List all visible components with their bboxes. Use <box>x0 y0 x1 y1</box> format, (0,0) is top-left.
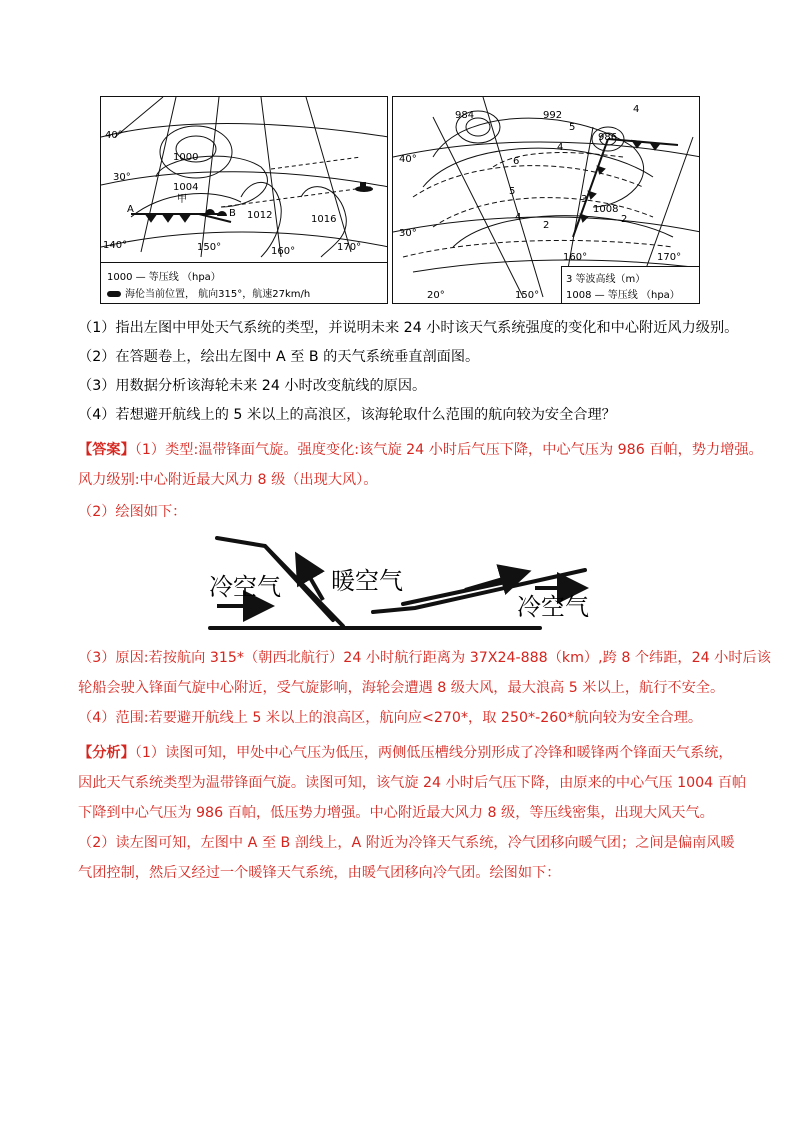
analysis-line-2: 因此天气系统类型为温带锋面气旋。读图可知，该气旋 24 小时后气压下降，由原来的中心气压 1004 百帕 <box>78 775 747 791</box>
point-b: B <box>229 208 236 219</box>
question-1: （1）指出左图中甲处天气系统的类型，并说明未来 24 小时该天气系统强度的变化和中心附近风力级别。 <box>78 320 739 336</box>
lon-label: 170° <box>337 242 362 253</box>
wave-label: 5 <box>569 122 576 133</box>
ship-icon <box>107 291 121 297</box>
marker-jia: 甲 <box>177 194 187 205</box>
lat-label: 30° <box>113 172 131 183</box>
analysis-line-5: 气团控制，然后又经过一个暖锋天气系统，由暖气团移向冷气团。绘图如下： <box>78 865 561 881</box>
lon-label: 170° <box>657 252 682 263</box>
wave-label: 3 <box>581 194 588 205</box>
lat-label: 40° <box>399 154 417 165</box>
answer-line-1 <box>78 440 763 460</box>
weather-maps <box>100 96 700 304</box>
question-2: （2）在答题卷上，绘出左图中 A 至 B 的天气系统垂直剖面图。 <box>78 349 480 365</box>
left-map-legend <box>101 262 387 303</box>
pressure-label: 984 <box>455 110 475 121</box>
pressure-label: 992 <box>543 110 563 121</box>
legend-ship <box>107 285 310 300</box>
legend-wave: 3 等波高线（m） <box>566 274 646 285</box>
lat-label: 140° <box>103 240 128 251</box>
lat-label: 40° <box>105 130 123 141</box>
lon-label: 160° <box>271 246 296 257</box>
answer-line-4: （3）原因:若按航向 315*（朝西北航行）24 小时航行距离为 37X24-888（km）,跨 8 个纬距，24 小时后该 <box>78 650 771 666</box>
legend-ship-text: 海伦当前位置， 航向315°，航速27km/h <box>125 289 311 300</box>
answer-text: （1）类型:温带锋面气旋。强度变化:该气旋 24 小时后气压下降，中心气压为 986 百帕，势力增强。 <box>134 442 763 458</box>
right-weather-map <box>392 96 700 304</box>
wave-label: 4 <box>557 142 564 153</box>
lon-label: 160° <box>563 252 588 263</box>
legend-isobar: 1000 — 等压线 （hpa） <box>107 272 221 283</box>
pressure-label: 1008 <box>593 204 619 215</box>
wave-label: 4 <box>515 212 522 223</box>
wave-label: 4 <box>633 104 640 115</box>
wave-label: 2 <box>543 220 550 231</box>
answer-tag: 【答案】 <box>78 442 135 458</box>
left-weather-map <box>100 96 388 304</box>
isobar-label: 1012 <box>247 210 273 221</box>
isobar-label: 1016 <box>311 214 337 225</box>
warm-air-label: 暖空气 <box>331 567 403 595</box>
answer-line-3: （2）绘图如下： <box>78 504 187 520</box>
front-cross-section-sketch <box>205 528 595 638</box>
analysis-line-1 <box>78 743 733 763</box>
isobar-label: 1000 <box>173 152 199 163</box>
wave-label: 5 <box>509 186 516 197</box>
answer-line-5: 轮船会驶入锋面气旋中心附近，受气旋影响，海轮会遭遇 8 级大风，最大浪高 5 米以上，航行不安全。 <box>78 680 725 696</box>
analysis-line-3: 下降到中心气压为 986 百帕，低压势力增强。中心附近最大风力 8 级，等压线密集，出现大风天气。 <box>78 805 714 821</box>
right-map-legend <box>561 266 700 303</box>
answer-line-6: （4）范围:若要避开航线上 5 米以上的浪高区，航向应<270*，取 250*-260*航向较为安全合理。 <box>78 710 703 726</box>
point-a: A <box>127 204 134 215</box>
question-4: （4）若想避开航线上的 5 米以上的高浪区，该海轮取什么范围的航向较为安全合理？ <box>78 407 616 423</box>
analysis-line-4: （2）读左图可知，左图中 A 至 B 剖线上，A 附近为冷锋天气系统，冷气团移向暖气团；之间是偏南风暖 <box>78 835 735 851</box>
lat-label: 30° <box>399 228 417 239</box>
pressure-label: 986 <box>598 132 618 143</box>
legend-isobar: 1008 — 等压线 （hpa） <box>566 290 680 301</box>
question-3: （3）用数据分析该海轮未来 24 小时改变航线的原因。 <box>78 378 427 394</box>
answer-line-2: 风力级别:中心附近最大风力 8 级（出现大风）。 <box>78 472 378 488</box>
lat-label: 20° <box>427 290 445 301</box>
cold-air-label-right: 冷空气 <box>517 593 589 621</box>
wave-label: 2 <box>621 214 628 225</box>
cold-air-label-left: 冷空气 <box>209 573 281 601</box>
analysis-text: （1）读图可知，甲处中心气压为低压，两侧低压槽线分别形成了冷锋和暖锋两个锋面天气系统， <box>134 745 733 761</box>
analysis-tag: 【分析】 <box>78 745 135 761</box>
lon-label: 150° <box>197 242 222 253</box>
lon-label: 150° <box>515 290 540 301</box>
wave-label: 6 <box>513 156 520 167</box>
isobar-label: 1004 <box>173 182 199 193</box>
